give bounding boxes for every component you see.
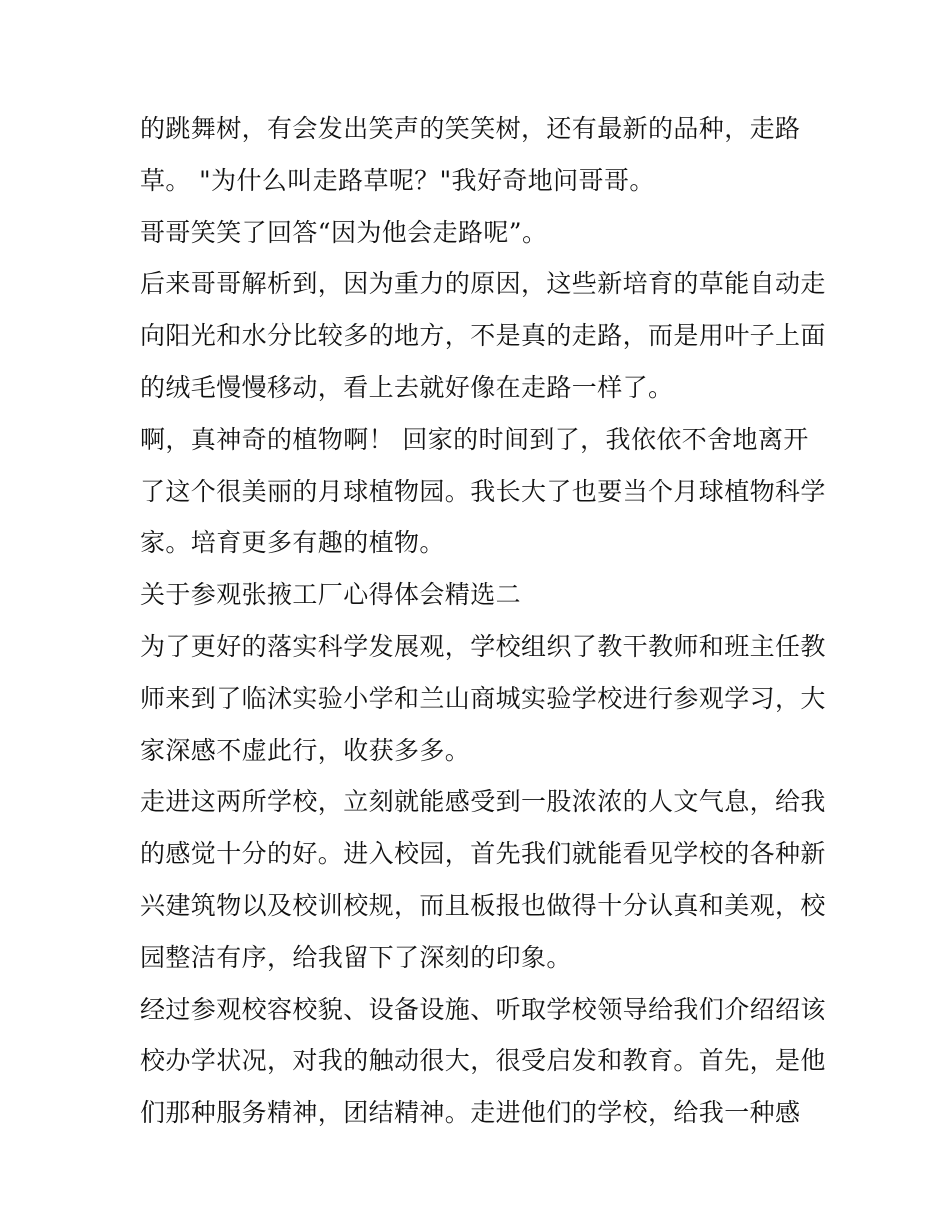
document-body <box>140 103 826 1139</box>
text-line: 向阳光和水分比较多的地方，不是真的走路，而是用叶子上面 <box>140 321 826 351</box>
text-line: 兴建筑物以及校训校规，而且板报也做得十分认真和美观，校 <box>140 890 826 920</box>
text-line: 的跳舞树，有会发出笑声的笑笑树，还有最新的品种，走路 <box>140 114 801 143</box>
paragraph <box>140 414 826 569</box>
paragraph <box>140 258 826 413</box>
paragraph <box>140 776 826 983</box>
text-line: 师来到了临沭实验小学和兰山商城实验学校进行参观学习，大 <box>140 683 826 713</box>
text-line: 哥哥笑笑了回答“因为他会走路呢”。 <box>140 217 548 247</box>
paragraph <box>140 207 820 259</box>
text-line: 为了更好的落实科学发展观，学校组织了教干教师和班主任教 <box>140 631 826 661</box>
text-line: 家。培育更多有趣的植物。 <box>140 528 445 558</box>
text-line: 校办学状况，对我的触动很大，很受启发和教育。首先，是他 <box>140 1046 826 1076</box>
section-heading <box>140 569 820 621</box>
text-line: 后来哥哥解析到，因为重力的原因，这些新培育的草能自动走 <box>140 269 826 299</box>
text-line: 走进这两所学校，立刻就能感受到一股浓浓的人文气息，给我 <box>140 787 826 817</box>
text-line: 园整洁有序，给我留下了深刻的印象。 <box>140 942 572 972</box>
text-line: 经过参观校容校貌、设备设施、听取学校领导给我们介绍绍该 <box>140 994 826 1024</box>
text-line: 的感觉十分的好。进入校园，首先我们就能看见学校的各种新 <box>140 839 826 869</box>
paragraph <box>140 103 820 207</box>
text-line: 啊，真神奇的植物啊！ 回家的时间到了，我依依不舍地离开 <box>140 424 809 454</box>
text-line: 草。 "为什么叫走路草呢？"我好奇地问哥哥。 <box>140 165 655 195</box>
text-line: 家深感不虚此行，收获多多。 <box>140 735 471 765</box>
text-line: 的绒毛慢慢移动，看上去就好像在走路一样了。 <box>140 372 674 402</box>
paragraph <box>140 621 826 776</box>
heading-line: 关于参观张掖工厂心得体会精选二 <box>140 580 522 610</box>
paragraph <box>140 984 826 1139</box>
text-line: 们那种服务精神，团结精神。走进他们的学校，给我一种感 <box>140 1098 801 1128</box>
text-line: 了这个很美丽的月球植物园。我长大了也要当个月球植物科学 <box>140 476 826 506</box>
